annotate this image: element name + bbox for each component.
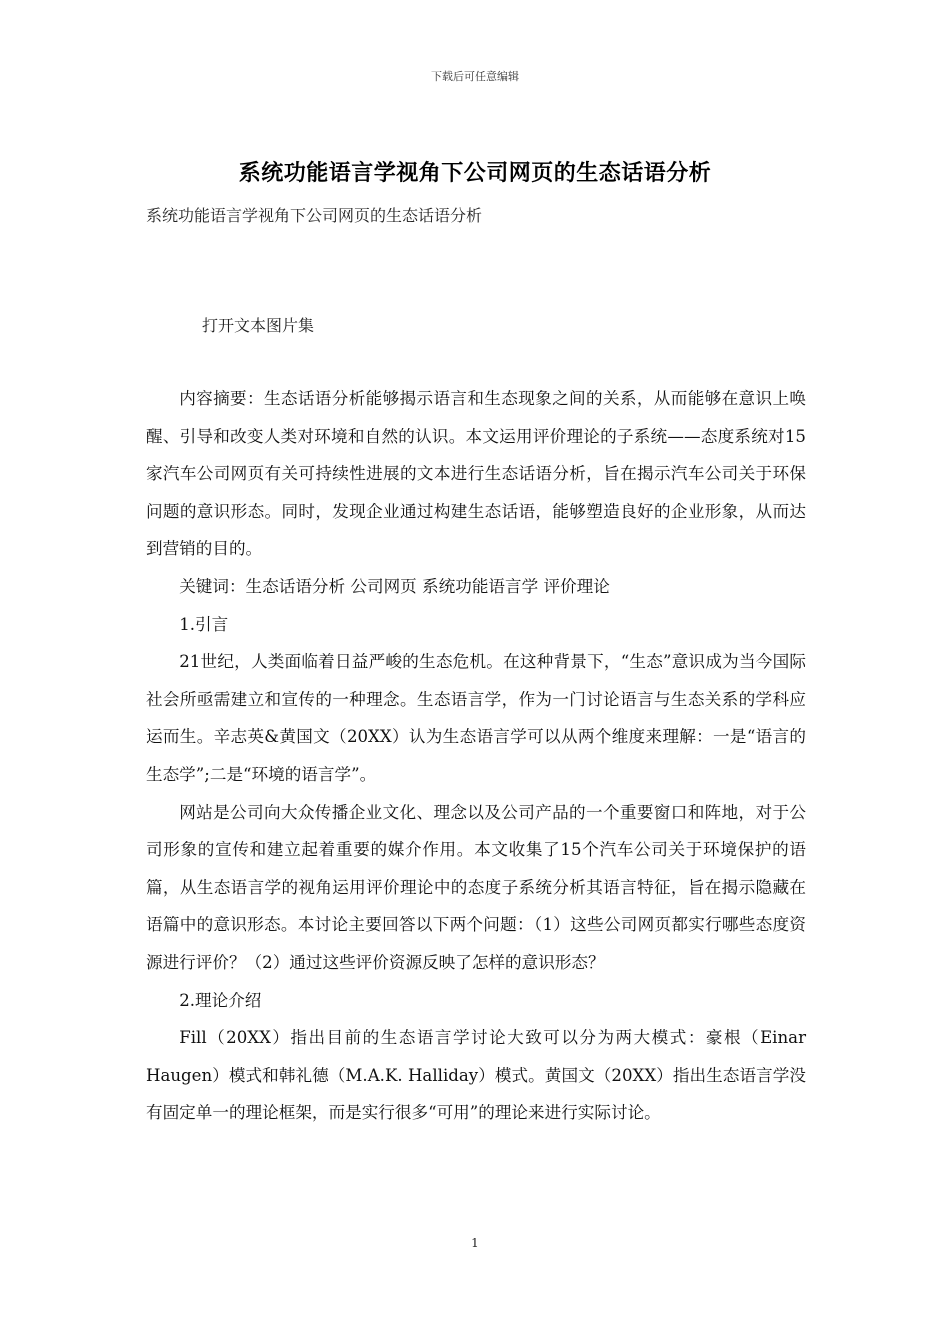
document-title: 系统功能语言学视角下公司网页的生态话语分析 — [238, 160, 712, 186]
keywords-paragraph: 关键词：生态话语分析 公司网页 系统功能语言学 评价理论 — [179, 576, 610, 596]
open-gallery-link[interactable]: 打开文本图片集 — [202, 316, 315, 335]
body-paragraph: 网站是公司向大众传播企业文化、理念以及公司产品的一个重要窗口和阵地，对于公司形象的宣传和建立起着重要的媒介作用。本文收集了15个汽车公司关于环境保护的语篇，从生态语言学的视角运用评价理论中的态度子系统分析其语言特征，旨在揭示隐藏在语篇中的意识形态。本讨论主要回答以下两个问题：（1）这些公司网页都实行哪些态度资源进行评价？（2）通过这些评价资源反映了怎样的意识形态？ — [146, 802, 806, 972]
document-subtitle: 系统功能语言学视角下公司网页的生态话语分析 — [146, 206, 483, 225]
header-note: 下载后可任意编辑 — [431, 70, 519, 83]
document-body — [146, 380, 806, 1132]
abstract-paragraph: 内容摘要：生态话语分析能够揭示语言和生态现象之间的关系，从而能够在意识上唤醒、引导和改变人类对环境和自然的认识。本文运用评价理论的子系统——态度系统对15家汽车公司网页有关可持续性进展的文本进行生态话语分析，旨在揭示汽车公司关于环保问题的意识形态。同时，发现企业通过构建生态话语，能够塑造良好的企业形象，从而达到营销的目的。 — [146, 389, 806, 559]
page-number: 1 — [471, 1236, 479, 1250]
section-heading-introduction: 1.引言 — [179, 614, 229, 634]
section-heading-theory: 2.理论介绍 — [179, 990, 262, 1010]
body-paragraph: Fill（20XX）指出目前的生态语言学讨论大致可以分为两大模式：豪根（Einar Haugen）模式和韩礼德（M.A.K. Halliday）模式。黄国文（20XX）指出生态语言学没有固定单一的理论框架，而是实行很多“可用”的理论来进行实际讨论。 — [146, 1028, 806, 1123]
body-paragraph: 21世纪，人类面临着日益严峻的生态危机。在这种背景下，“生态”意识成为当今国际社会所亟需建立和宣传的一种理念。生态语言学，作为一门讨论语言与生态关系的学科应运而生。辛志英&黄国文（20XX）认为生态语言学可以从两个维度来理解：一是“语言的生态学”;二是“环境的语言学”。 — [146, 652, 806, 784]
